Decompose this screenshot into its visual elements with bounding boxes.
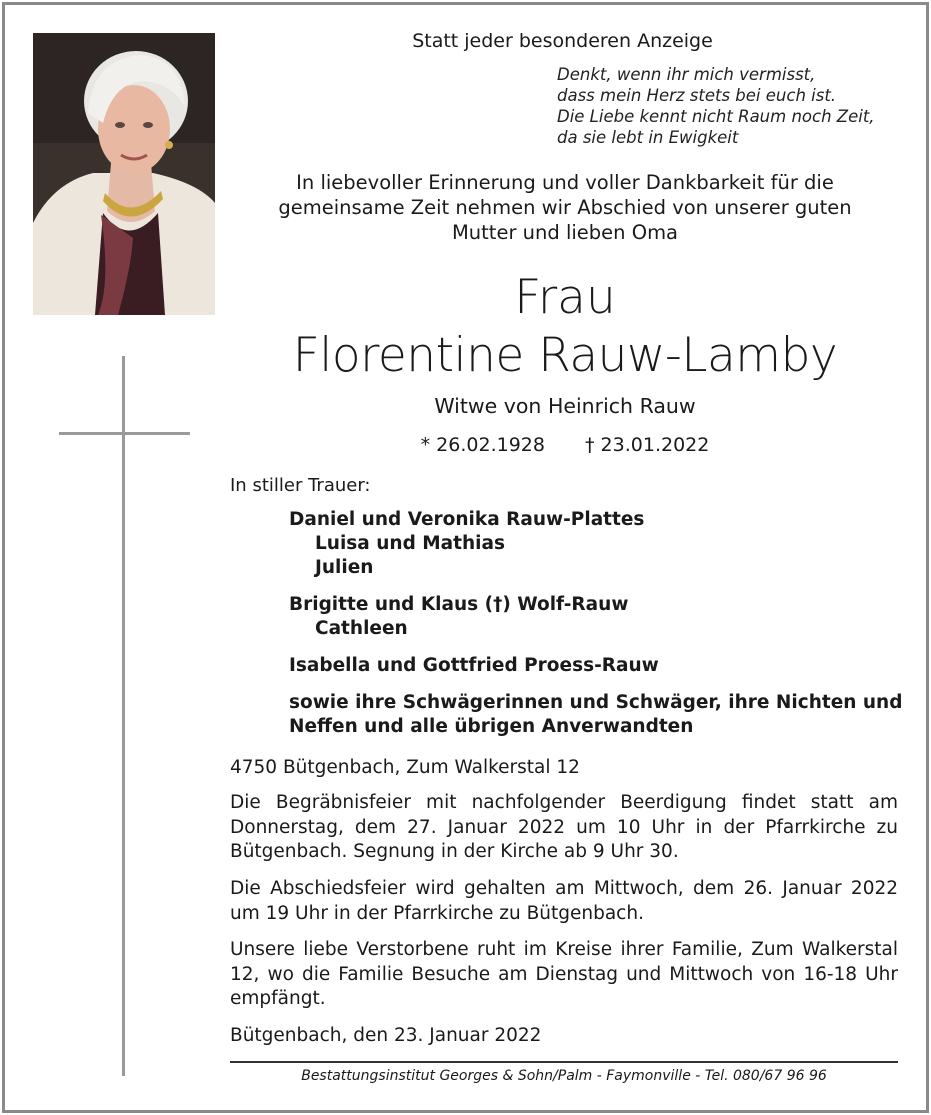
poem-line: Die Liebe kennt nicht Raum noch Zeit, [557,107,875,126]
family-group [289,654,904,678]
mourners-list [289,508,904,752]
poem-line: dass mein Herz stets bei euch ist. [557,86,837,105]
poem-line: Denkt, wenn ihr mich vermisst, [557,65,816,84]
intro-line: In liebevoller Erinnerung und voller Dankbarkeit für die [296,171,834,194]
notice-header: Statt jeder besonderen Anzeige [412,30,713,52]
family-main: Brigitte und Klaus (†) Wolf-Rauw [289,594,629,615]
footer-divider [230,1061,898,1063]
intro-text [230,170,900,245]
intro-line: Mutter und lieben Oma [451,221,679,244]
rest-info: Unsere liebe Verstorbene ruht im Kreise ihrer Familie, Zum Walkerstal 12, wo die Familie Besuche am Dienstag und Mittwoch von 16-18 Uhr empfängt. [230,939,898,1009]
family-group [289,508,904,580]
life-dates [230,434,900,456]
poem-line: da sie lebt in Ewigkeit [557,128,739,147]
farewell-info: Die Abschiedsfeier wird gehalten am Mittwoch, dem 26. Januar 2022 um 19 Uhr in der Pfarrkirche zu Bütgenbach. [230,878,898,924]
portrait-photo [33,33,215,315]
cross-horizontal-bar [59,432,190,435]
cross-vertical-bar [122,356,125,1076]
funeral-info: Die Begräbnisfeier mit nachfolgender Beerdigung findet statt am Donnerstag, dem 27. Januar 2022 um 10 Uhr in der Pfarrkirche zu Bütgenbach. Segnung in der Kirche ab 9 Uhr 30. [230,792,898,862]
family-group [289,691,904,739]
deceased-name: Florentine Rauw-Lamby [292,328,838,383]
address: 4750 Bütgenbach, Zum Walkerstal 12 [230,757,580,778]
family-main: Isabella und Gottfried Proess-Rauw [289,655,659,676]
funeral-home-footer: Bestattungsinstitut Georges & Sohn/Palm - Faymonville - Tel. 080/67 96 96 [301,1068,827,1084]
poem [557,64,875,148]
family-child: Julien [315,557,374,578]
family-child: Cathleen [315,618,408,639]
intro-line: gemeinsame Zeit nehmen wir Abschied von unserer guten [278,196,852,219]
place-date: Bütgenbach, den 23. Januar 2022 [230,1025,542,1046]
death-date: † 23.01.2022 [585,434,710,456]
widow-of: Witwe von Heinrich Rauw [434,394,696,418]
deceased-salutation: Frau [514,270,616,325]
family-child: Luisa und Mathias [315,533,506,554]
family-group [289,593,904,641]
birth-date: * 26.02.1928 [420,434,545,456]
mourners-heading: In stiller Trauer: [230,475,371,496]
family-main: sowie ihre Schwägerinnen und Schwäger, ihre Nichten und Neffen und alle übrigen Anverwandten [289,692,903,737]
family-main: Daniel und Veronika Rauw-Plattes [289,509,645,530]
